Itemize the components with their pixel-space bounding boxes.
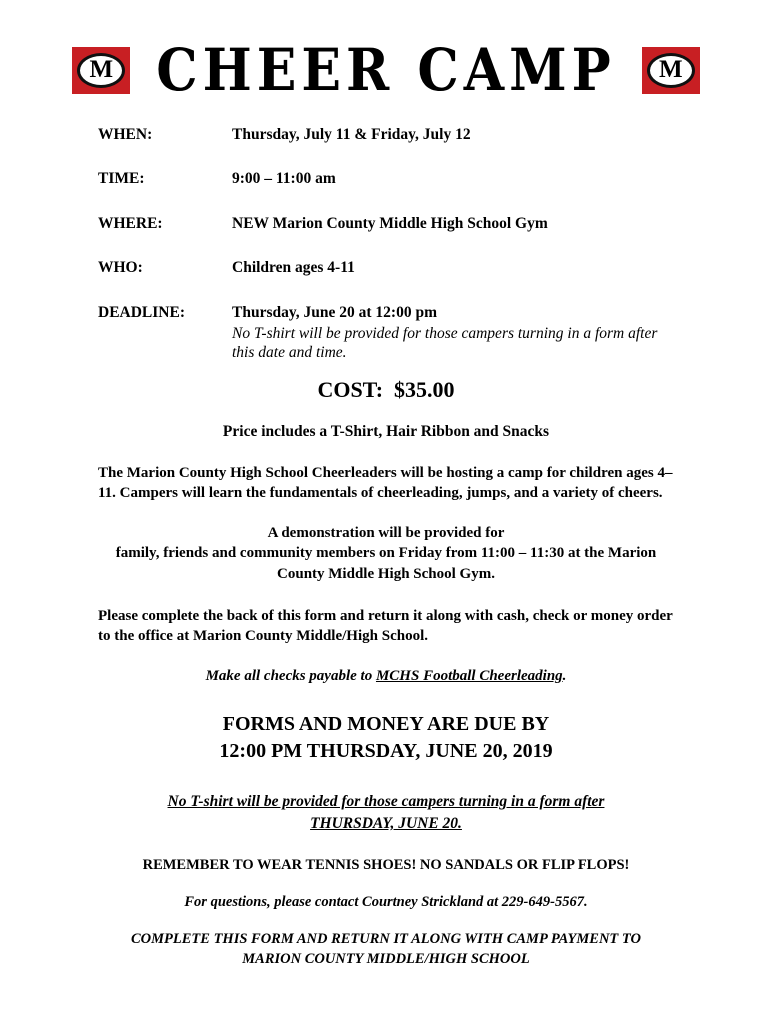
header <box>89 36 683 105</box>
no-tshirt-line-1: No T-shirt will be provided for those campers turning in a form after <box>167 793 605 811</box>
details-section <box>98 125 674 363</box>
detail-label: WHEN: <box>98 126 153 143</box>
checks-prefix: Make all checks payable to <box>205 668 376 685</box>
detail-value: Thursday, June 20 at 12:00 pm <box>232 303 437 321</box>
due-line-1: FORMS AND MONEY ARE DUE BY <box>222 713 550 736</box>
no-tshirt-warning <box>98 791 674 834</box>
detail-row-deadline <box>98 303 674 363</box>
logo-oval <box>77 53 125 88</box>
detail-row-where <box>98 214 674 233</box>
no-tshirt-line-2: THURSDAY, JUNE 20. <box>310 815 462 833</box>
contact-line: For questions, please contact Courtney Strickland at 229-649-5567. <box>184 893 588 910</box>
detail-label: DEADLINE: <box>98 303 185 321</box>
logo-oval <box>647 53 695 88</box>
detail-row-who <box>98 258 674 277</box>
remember-line: REMEMBER TO WEAR TENNIS SHOES! NO SANDALS OR FLIP FLOPS! <box>142 856 630 873</box>
due-heading <box>98 711 674 765</box>
checks-suffix: . <box>562 668 567 685</box>
school-logo-right <box>642 47 700 94</box>
intro-paragraph: The Marion County High School Cheerleaders will be hosting a camp for children ages 4– 11. Campers will learn the fundamentals of cheerleading, jumps, and a variety of cheers. <box>98 464 673 501</box>
complete-line-2: MARION COUNTY MIDDLE/HIGH SCHOOL <box>242 951 530 968</box>
logo-letter: M <box>89 56 114 83</box>
deadline-note: No T-shirt will be provided for those campers turning in a form after this date and time. <box>232 324 658 362</box>
detail-value: Children ages 4-11 <box>232 259 355 277</box>
return-instructions-paragraph: Please complete the back of this form and return it along with cash, check or money order to the office at Marion County Middle/High School. <box>98 607 673 645</box>
demo-paragraph <box>106 523 666 584</box>
detail-label: WHO: <box>98 259 143 277</box>
detail-label: TIME: <box>98 170 145 188</box>
detail-value: 9:00 – 11:00 am <box>232 170 336 188</box>
complete-line-1: COMPLETE THIS FORM AND RETURN IT ALONG WITH CAMP PAYMENT TO <box>131 930 641 947</box>
demo-line-1: A demonstration will be provided for <box>267 525 505 542</box>
page-title: CHEER CAMP <box>156 36 616 105</box>
detail-row-when <box>98 125 674 144</box>
checks-payee: MCHS Football Cheerleading <box>375 668 563 685</box>
detail-label: WHERE: <box>98 214 163 232</box>
checks-payable-line <box>98 668 674 685</box>
demo-line-2: family, friends and community members on Friday from 11:00 – 11:30 at the Marion County Middle High School Gym. <box>115 545 657 582</box>
complete-form-line <box>98 929 674 970</box>
cost-heading: COST: $35.00 <box>317 376 455 402</box>
logo-letter: M <box>658 56 683 83</box>
detail-value-group <box>232 303 674 363</box>
price-includes-line: Price includes a T-Shirt, Hair Ribbon and Snacks <box>222 422 550 440</box>
detail-row-time <box>98 169 674 188</box>
school-logo-left <box>72 47 130 94</box>
detail-value: Thursday, July 11 & Friday, July 12 <box>232 126 471 143</box>
due-line-2: 12:00 PM THURSDAY, JUNE 20, 2019 <box>219 740 553 763</box>
detail-value: NEW Marion County Middle High School Gym <box>232 214 548 232</box>
